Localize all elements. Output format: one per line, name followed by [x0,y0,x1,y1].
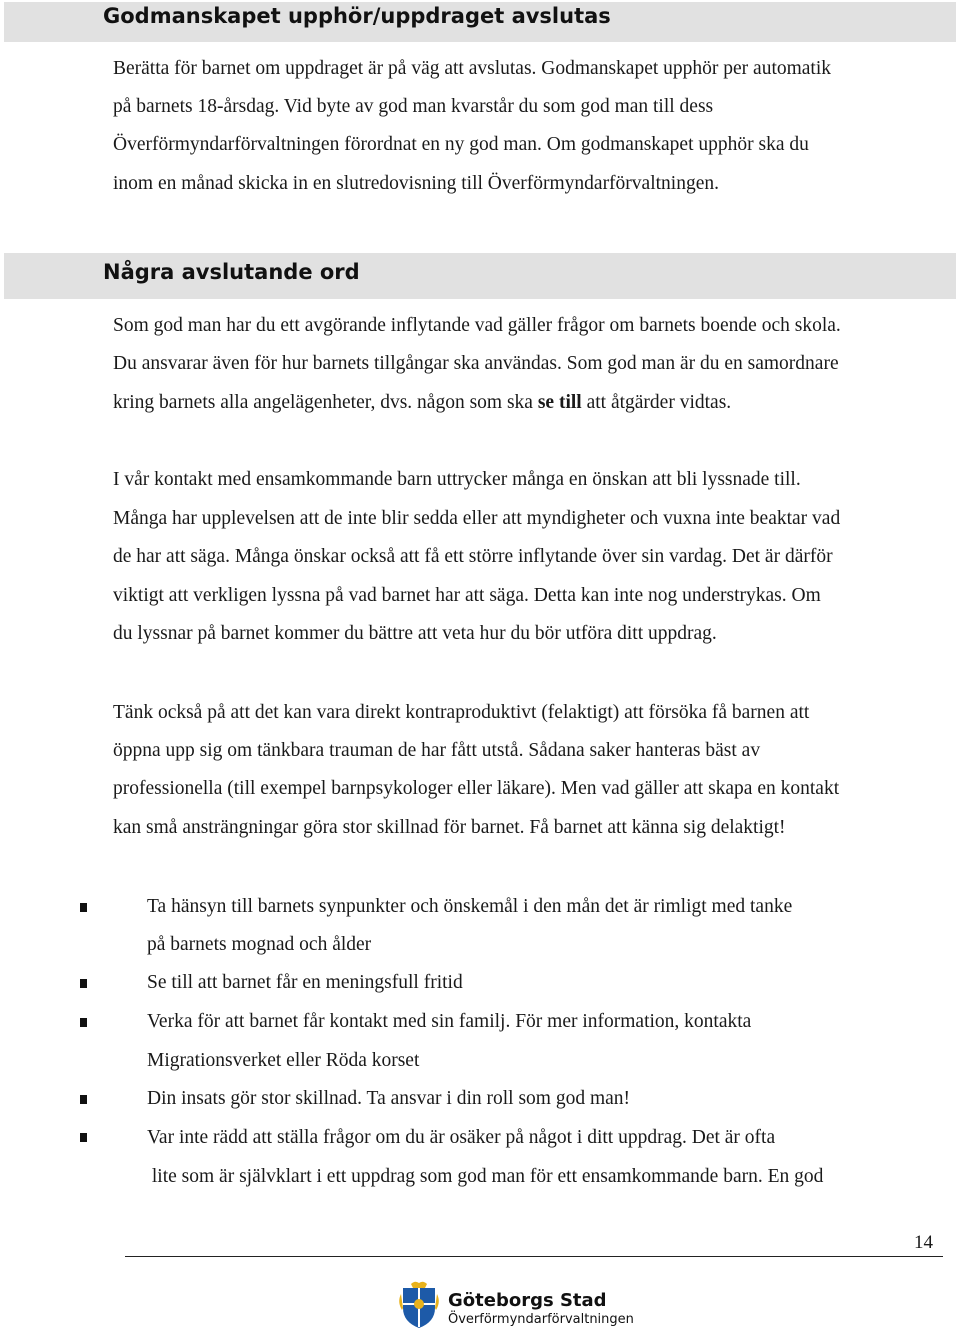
logo-subtitle: Överförmyndarförvaltningen [448,1312,634,1327]
body-line: I vår kontakt med ensamkommande barn uttrycker många en önskan att bli lyssnade till. [113,469,801,490]
body-line: du lyssnar på barnet kommer du bättre att veta hur du bör utföra ditt uppdrag. [113,623,717,644]
section-heading: Några avslutande ord [103,260,360,284]
body-line [113,391,731,415]
body-line: Som god man har du ett avgörande inflytande vad gäller frågor om barnets boende och skola. [113,315,841,336]
emphasis-text: se till [537,392,582,413]
body-line: Berätta för barnet om uppdraget är på väg att avslutas. Godmanskapet upphör per automatik [113,58,832,79]
list-item: Var inte rädd att ställa frågor om du är osäker på något i ditt uppdrag. Det är ofta [147,1127,776,1148]
bullet-icon [80,1095,87,1104]
bullet-icon [80,1018,87,1027]
list-item-continuation: lite som är självklart i ett uppdrag som god man för ett ensamkommande barn. En god [147,1166,824,1187]
logo-title: Göteborgs Stad [448,1290,607,1311]
body-line: på barnets 18-årsdag. Vid byte av god man kvarstår du som god man till dess [113,96,714,117]
body-text: kring barnets alla angelägenheter, dvs. någon som ska [113,392,538,413]
body-line: Överförmyndarförvaltningen förordnat en ny god man. Om godmanskapet upphör ska du [113,134,809,155]
list-item: Verka för att barnet får kontakt med sin familj. För mer information, kontakta [147,1011,752,1032]
body-line: kan små ansträngningar göra stor skillnad för barnet. Få barnet att känna sig delaktigt! [113,817,786,838]
body-line: de har att säga. Många önskar också att få ett större inflytande över sin vardag. Det är därför [113,546,833,567]
body-text: att åtgärder vidtas. [581,392,732,413]
list-item: Ta hänsyn till barnets synpunkter och önskemål i den mån det är rimligt med tanke [147,896,793,917]
list-item: Din insats gör stor skillnad. Ta ansvar i din roll som god man! [147,1088,631,1109]
bullet-icon [80,979,87,988]
body-line: professionella (till exempel barnpsykologer eller läkare). Men vad gäller att skapa en kontakt [113,778,840,799]
list-item-continuation: Migrationsverket eller Röda korset [147,1050,420,1071]
list-item-continuation: på barnets mognad och ålder [147,934,372,955]
bullet-icon [80,1133,87,1142]
city-crest-icon [397,1280,441,1330]
page-number: 14 [914,1232,933,1253]
bullet-icon [80,903,87,912]
body-line: öppna upp sig om tänkbara trauman de har fått utstå. Sådana saker hanteras bäst av [113,740,761,761]
body-line: Du ansvarar även för hur barnets tillgångar ska användas. Som god man är du en samordnare [113,353,839,374]
body-line: inom en månad skicka in en slutredovisning till Överförmyndarförvaltningen. [113,173,719,194]
list-item: Se till att barnet får en meningsfull fritid [147,972,463,993]
section-heading: Godmanskapet upphör/uppdraget avslutas [103,4,611,28]
body-line: Många har upplevelsen att de inte blir sedda eller att myndigheter och vuxna inte beaktar vad [113,508,841,529]
body-line: Tänk också på att det kan vara direkt kontraproduktivt (felaktigt) att försöka få barnen att [113,702,810,723]
body-line: viktigt att verkligen lyssna på vad barnet har att säga. Detta kan inte nog understrykas. Om [113,585,821,606]
footer-divider [125,1256,943,1257]
